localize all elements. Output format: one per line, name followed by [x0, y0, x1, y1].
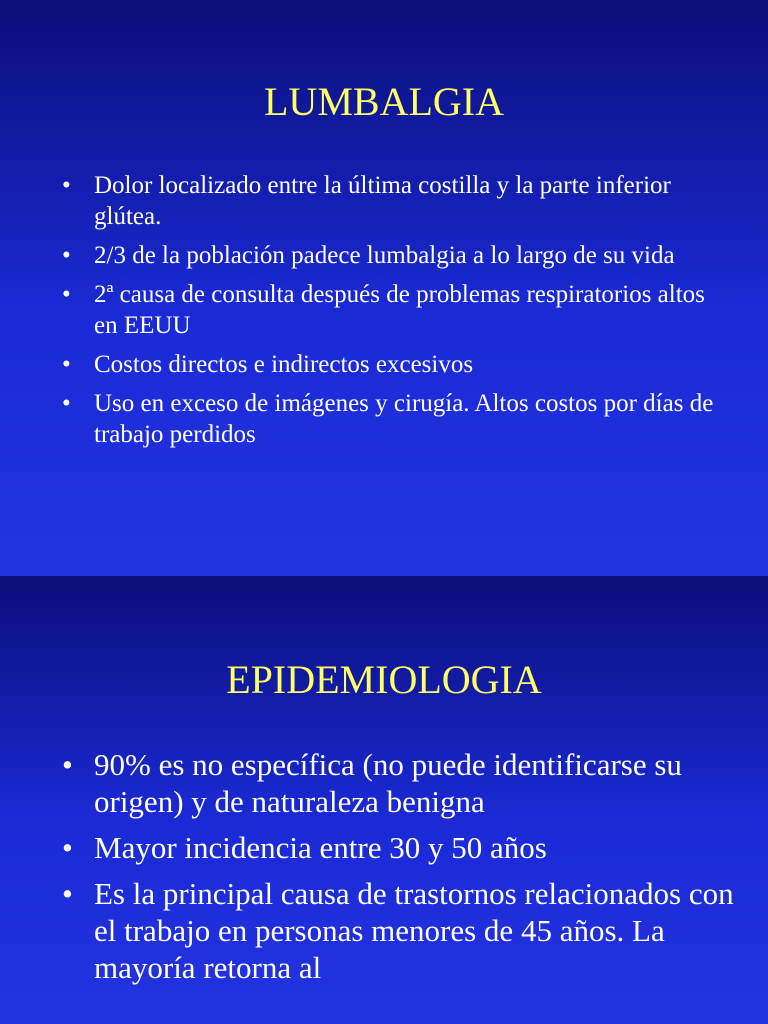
- bullet-list: [62, 746, 742, 995]
- bullet-text: Dolor localizado entre la última costilla y la parte inferior glútea.: [94, 172, 671, 230]
- bullet-icon: •: [62, 172, 71, 199]
- slide-title: EPIDEMIOLOGIA: [226, 657, 542, 702]
- list-item: [62, 829, 742, 866]
- bullet-icon: •: [62, 876, 73, 911]
- list-item: [62, 349, 722, 380]
- list-item: [62, 875, 742, 986]
- bullet-text: Uso en exceso de imágenes y cirugía. Altos costos por días de trabajo perdidos: [94, 390, 714, 448]
- list-item: [62, 170, 722, 232]
- list-item: [62, 279, 722, 341]
- slide-epidemiologia: [0, 576, 768, 1024]
- bullet-text: 2/3 de la población padece lumbalgia a lo largo de su vida: [94, 242, 675, 269]
- bullet-icon: •: [62, 830, 73, 865]
- bullet-text: 90% es no específica (no puede identificarse su origen) y de naturaleza benigna: [94, 747, 682, 819]
- bullet-icon: •: [62, 281, 71, 308]
- slide-title: LUMBALGIA: [264, 79, 504, 124]
- bullet-icon: •: [62, 242, 71, 269]
- bullet-text: Mayor incidencia entre 30 y 50 años: [94, 830, 547, 865]
- bullet-text: Es la principal causa de trastornos relacionados con el trabajo en personas menores de 45 años. La mayoría retorna al: [94, 876, 734, 985]
- bullet-list: [62, 170, 722, 458]
- list-item: [62, 746, 742, 820]
- bullet-icon: •: [62, 390, 71, 417]
- list-item: [62, 240, 722, 271]
- list-item: [62, 388, 722, 450]
- bullet-icon: •: [62, 351, 71, 378]
- bullet-text: Costos directos e indirectos excesivos: [94, 351, 474, 378]
- bullet-text: 2ª causa de consulta después de problemas respiratorios altos en EEUU: [94, 281, 705, 339]
- bullet-icon: •: [62, 747, 73, 782]
